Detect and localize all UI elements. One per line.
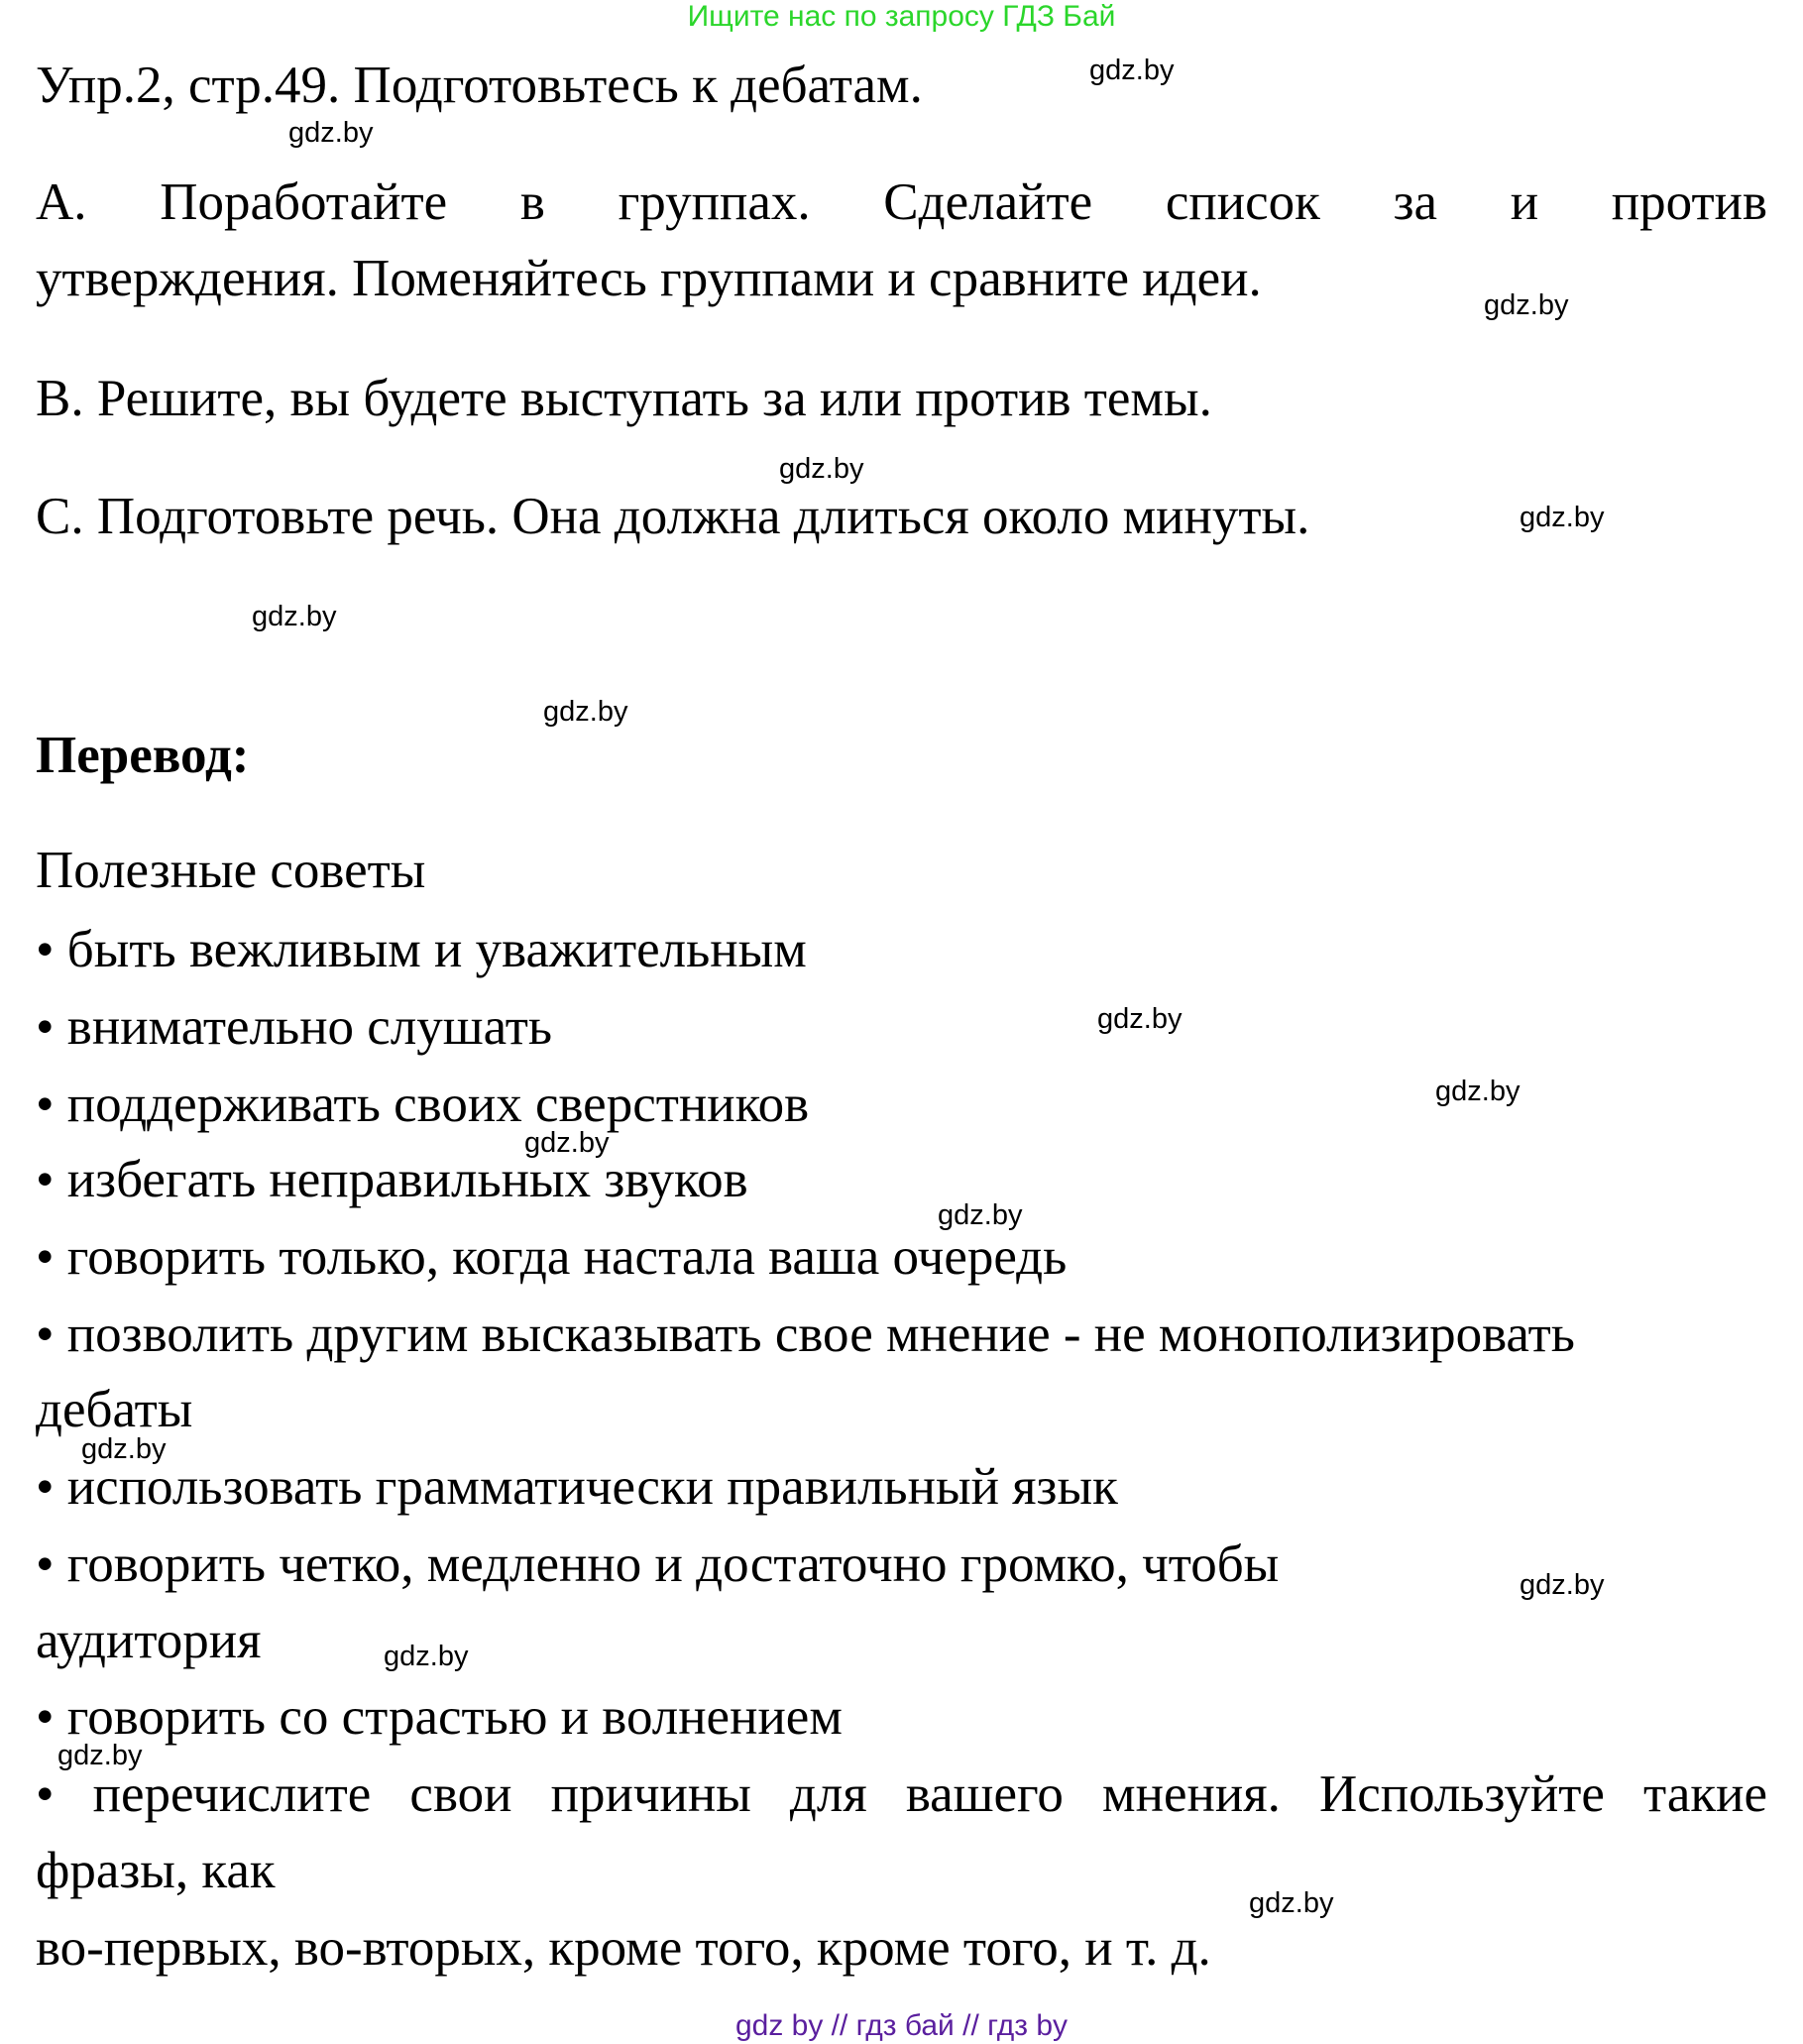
tip-line: фразы, как	[36, 1842, 276, 1899]
tip-line: • говорить со страстью и волнением	[36, 1688, 843, 1746]
watermark: gdz.by	[1484, 289, 1569, 321]
tip-line: • говорить только, когда настала ваша очередь	[36, 1228, 1068, 1286]
tip-line: • позволить другим высказывать свое мнение - не монополизировать	[36, 1306, 1575, 1363]
task-a-line-2: утверждения. Поменяйтесь группами и сравните идеи.	[36, 250, 1262, 307]
translation-heading: Перевод:	[36, 727, 250, 784]
tip-line: во-первых, во-вторых, кроме того, кроме того, и т. д.	[36, 1919, 1211, 1977]
tips-subheading: Полезные советы	[36, 842, 426, 899]
watermark: gdz.by	[384, 1641, 469, 1672]
task-a-line-1: А. Поработайте в группах. Сделайте список за и против	[36, 173, 1767, 231]
exercise-title: Упр.2, стр.49. Подготовьтесь к дебатам.	[36, 57, 923, 114]
watermark: gdz.by	[1520, 1569, 1605, 1601]
tip-line: • использовать грамматически правильный язык	[36, 1458, 1118, 1516]
tip-line: аудитория	[36, 1612, 262, 1669]
tip-line: • избегать неправильных звуков	[36, 1151, 748, 1208]
watermark: gdz.by	[57, 1740, 143, 1771]
tip-line: • поддерживать своих сверстников	[36, 1076, 810, 1133]
tip-line: • внимательно слушать	[36, 998, 553, 1056]
watermark: gdz.by	[1249, 1887, 1334, 1919]
tip-line: • говорить четко, медленно и достаточно громко, чтобы	[36, 1535, 1280, 1593]
watermark: gdz.by	[288, 117, 374, 149]
footer-links[interactable]: gdz by // гдз бай // гдз by	[734, 2009, 1069, 2042]
watermark: gdz.by	[252, 601, 337, 632]
watermark: gdz.by	[1089, 55, 1175, 86]
task-b: B. Решите, вы будете выступать за или против темы.	[36, 370, 1212, 427]
tip-line: • быть вежливым и уважительным	[36, 921, 807, 978]
watermark: gdz.by	[1435, 1076, 1521, 1107]
watermark: gdz.by	[779, 453, 864, 485]
tip-line: • перечислите свои причины для вашего мнения. Используйте такие	[36, 1765, 1767, 1823]
watermark: gdz.by	[524, 1127, 610, 1159]
task-c: C. Подготовьте речь. Она должна длиться около минуты.	[36, 488, 1310, 545]
watermark: gdz.by	[543, 696, 628, 728]
watermark: gdz.by	[81, 1433, 167, 1465]
search-hint-banner: Ищите нас по запросу ГДЗ Бай	[687, 0, 1116, 33]
watermark: gdz.by	[1520, 502, 1605, 533]
watermark: gdz.by	[938, 1199, 1023, 1231]
tip-line: дебаты	[36, 1381, 193, 1438]
watermark: gdz.by	[1097, 1003, 1183, 1035]
